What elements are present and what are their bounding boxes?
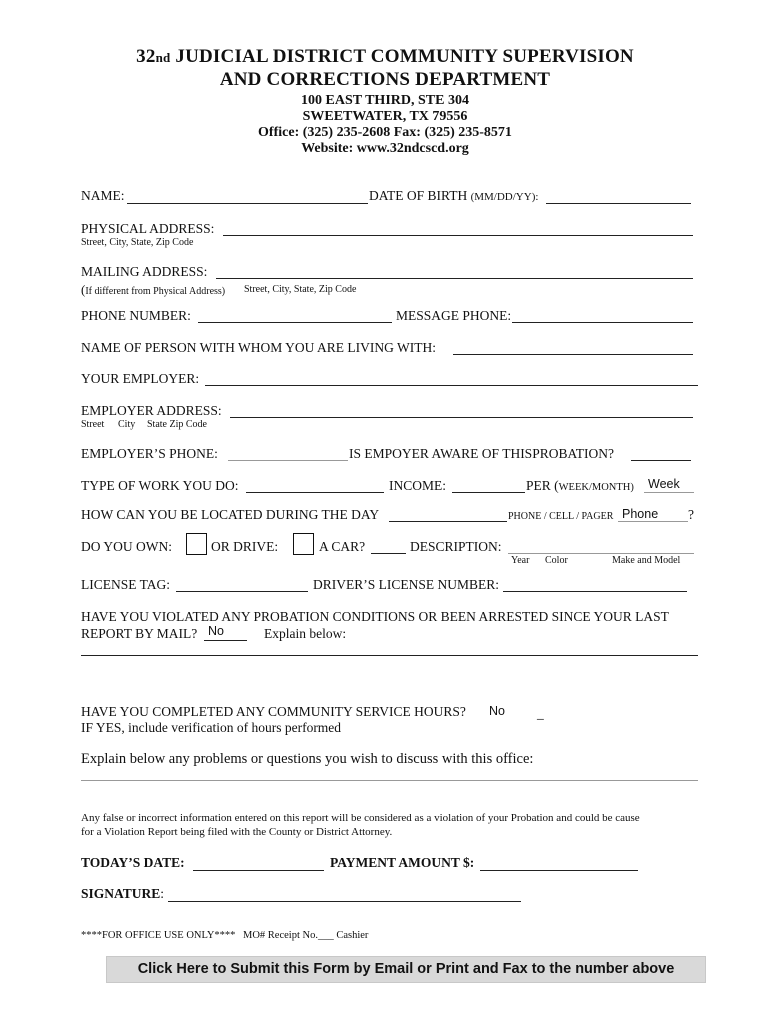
physical-address-label: PHYSICAL ADDRESS: [81,221,215,236]
office-contact: Office: (325) 235-2608 Fax: (325) 235-8571 [258,125,512,140]
license-tag-field[interactable] [176,591,308,592]
employer-address-label: EMPLOYER ADDRESS: [81,403,222,418]
disclaimer-line-2: for a Violation Report being filed with the County or District Attorney. [81,826,393,838]
address-line-1: 100 EAST THIRD, STE 304 [301,93,469,108]
drivers-license-field[interactable] [503,591,687,592]
community-service-note: IF YES, include verification of hours performed [81,720,342,735]
employer-aware-field[interactable] [631,460,691,461]
located-value[interactable]: Phone [622,507,659,521]
car-field[interactable] [371,553,406,554]
employer-label: YOUR EMPLOYER: [81,371,200,386]
drive-label: OR DRIVE: [211,539,279,554]
title-number: 32 [136,46,156,67]
dob-format: (MM/DD/YY): [470,191,539,203]
address-line-2: SWEETWATER, TX 79556 [302,109,468,124]
todays-date-label: TODAY’S DATE: [81,855,185,870]
signature-field[interactable] [168,901,521,902]
violated-value[interactable]: No [208,624,224,638]
mailing-address-label: MAILING ADDRESS: [81,264,208,279]
phone-field[interactable] [198,322,392,323]
community-service-value[interactable]: No [489,704,505,718]
employer-address-hint-city: City [118,419,136,430]
income-field[interactable] [452,492,525,493]
per-value[interactable]: Week [648,477,680,491]
signature-label [81,886,164,902]
car-hint-color: Color [545,555,568,566]
title-text: JUDICIAL DISTRICT COMMUNITY SUPERVISION [170,46,634,67]
description-label: DESCRIPTION: [410,539,502,554]
violated-question-line-1: HAVE YOU VIOLATED ANY PROBATION CONDITIONS OR BEEN ARRESTED SINCE YOUR LAST [81,609,669,624]
community-service-label: HAVE YOU COMPLETED ANY COMMUNITY SERVICE HOURS? [81,704,466,719]
page-title [0,46,770,68]
located-hint: PHONE / CELL / PAGER [508,511,614,522]
message-phone-label: MESSAGE PHONE: [396,308,512,323]
employer-field[interactable] [205,385,698,386]
located-question-mark: ? [688,507,694,522]
page-subtitle: AND CORRECTIONS DEPARTMENT [219,69,551,90]
title-suffix: nd [155,50,171,65]
employer-address-hint-street: Street [81,419,105,430]
signature-colon: : [160,886,165,901]
employer-address-hint-rest: State Zip Code [147,419,207,430]
living-with-field[interactable] [453,354,693,355]
submit-button[interactable]: Click Here to Submit this Form by Email or Print and Fax to the number above [106,956,706,983]
problems-field[interactable] [81,780,698,781]
name-label: NAME: [81,188,125,203]
drive-checkbox[interactable] [293,533,314,555]
name-field[interactable] [127,203,368,204]
website: Website: www.32ndcscd.org [301,141,469,156]
office-use-label: ****FOR OFFICE USE ONLY**** [81,930,236,941]
explain-below-label: Explain below: [264,626,347,641]
dob-field[interactable] [546,203,691,204]
car-label: A CAR? [319,539,366,554]
car-hint-year: Year [511,555,530,566]
mailing-address-field[interactable] [216,278,693,279]
community-service-dash: _ [537,706,544,721]
located-label: HOW CAN YOU BE LOCATED DURING THE DAY [81,507,380,522]
violation-explanation-field[interactable] [81,655,698,656]
per-label [526,478,634,494]
dob-label-text: DATE OF BIRTH [369,188,468,203]
disclaimer-line-1: Any false or incorrect information entered on this report will be considered as a violation of your Probation and could be cause [81,812,640,824]
physical-address-hint: Street, City, State, Zip Code [81,237,194,248]
per-field[interactable] [644,492,694,493]
employer-aware-label: IS EMPOYER AWARE OF THISPROBATION? [349,446,614,461]
problems-label: Explain below any problems or questions you wish to discuss with this office: [81,751,534,767]
payment-amount-field[interactable] [480,870,638,871]
signature-label-text: SIGNATURE [81,886,161,901]
license-tag-label: LICENSE TAG: [81,577,171,592]
physical-address-field[interactable] [223,235,693,236]
mo-receipt-label: MO# Receipt No.___ Cashier [243,930,369,941]
employer-phone-field[interactable] [228,460,348,461]
payment-amount-label: PAYMENT AMOUNT $: [330,855,475,870]
income-label: INCOME: [389,478,446,493]
violated-field[interactable] [204,640,247,641]
located-field-2[interactable] [618,521,688,522]
own-checkbox[interactable] [186,533,207,555]
drivers-license-label: DRIVER’S LICENSE NUMBER: [313,577,500,592]
car-hint-make: Make and Model [612,555,681,566]
mailing-hint-1: If different from Physical Address) [85,286,226,297]
located-field[interactable] [389,521,507,522]
todays-date-field[interactable] [193,870,324,871]
work-type-field[interactable] [246,492,384,493]
employer-address-field[interactable] [230,417,693,418]
description-field[interactable] [508,553,694,554]
phone-label: PHONE NUMBER: [81,308,191,323]
employer-phone-label: EMPLOYER’S PHONE: [81,446,218,461]
message-phone-field[interactable] [512,322,693,323]
mailing-address-hint [81,282,225,298]
own-label: DO YOU OWN: [81,539,172,554]
mailing-address-hint-2: Street, City, State, Zip Code [244,284,357,295]
per-label-text: PER ( [526,478,559,493]
violated-question-line-2: REPORT BY MAIL? [81,626,198,641]
per-hint: WEEK/MONTH) [558,482,634,493]
dob-label [369,188,538,204]
living-with-label: NAME OF PERSON WITH WHOM YOU ARE LIVING WITH: [81,340,436,355]
mailing-hint-paren: ( [81,282,86,297]
work-type-label: TYPE OF WORK YOU DO: [81,478,239,493]
